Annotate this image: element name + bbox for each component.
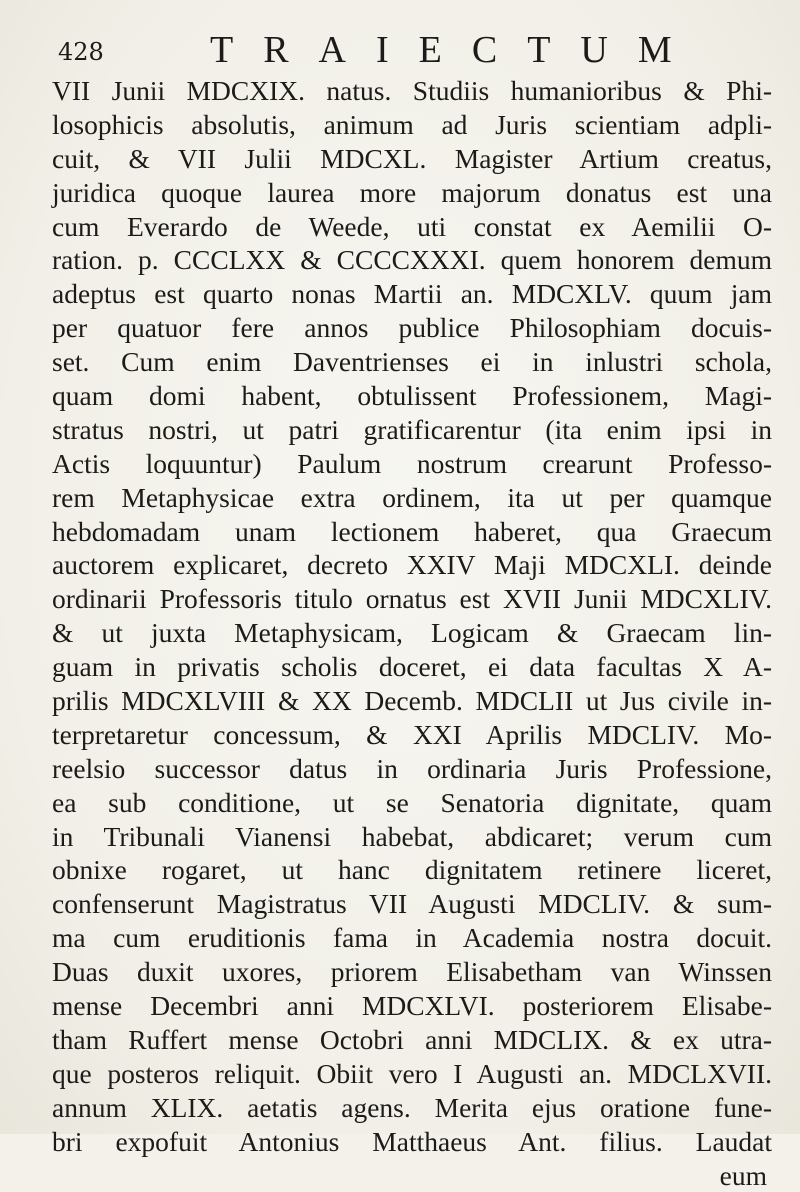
- text-line: reelsio successor datus in ordinaria Juris Professione,: [52, 752, 772, 786]
- text-line: confenserunt Magistratus VII Augusti MDCLIV. & sum-: [52, 887, 772, 921]
- body-text: [52, 74, 772, 1192]
- text-line: & ut juxta Metaphysicam, Logicam & Graecam lin-: [52, 616, 772, 650]
- text-line: quam domi habent, obtulissent Professionem, Magi-: [52, 379, 772, 413]
- text-line: Duas duxit uxores, priorem Elisabetham van Winssen: [52, 955, 772, 989]
- text-line: Actis loquuntur) Paulum nostrum crearunt Professo-: [52, 447, 772, 481]
- text-line: prilis MDCXLVIII & XX Decemb. MDCLII ut Jus civile in-: [52, 684, 772, 718]
- text-line: annum XLIX. aetatis agens. Merita ejus oratione fune-: [52, 1091, 772, 1125]
- text-line: mense Decembri anni MDCXLVI. posteriorem Elisabe-: [52, 989, 772, 1023]
- text-line: juridica quoque laurea more majorum donatus est una: [52, 176, 772, 210]
- text-line: ration. p. CCCLXX & CCCCXXXI. quem honorem demum: [52, 243, 772, 277]
- text-line: que posteros reliquit. Obiit vero I Augusti an. MDCLXVII.: [52, 1057, 772, 1091]
- text-line: set. Cum enim Daventrienses ei in inlustri schola,: [52, 345, 772, 379]
- text-line: rem Metaphysicae extra ordinem, ita ut per quamque: [52, 481, 772, 515]
- text-line: adeptus est quarto nonas Martii an. MDCXLV. quum jam: [52, 277, 772, 311]
- page-number: 428: [58, 38, 104, 66]
- text-line: bri expofuit Antonius Matthaeus Ant. filius. Laudat: [52, 1125, 772, 1159]
- catchword: eum: [52, 1159, 772, 1192]
- text-line: terpretaretur concessum, & XXI Aprilis MDCLIV. Mo-: [52, 718, 772, 752]
- text-line: ea sub conditione, ut se Senatoria dignitate, quam: [52, 786, 772, 820]
- text-line: guam in privatis scholis doceret, ei data facultas X A-: [52, 650, 772, 684]
- text-line: VII Junii MDCXIX. natus. Studiis humanioribus & Phi-: [52, 74, 772, 108]
- text-line: auctorem explicaret, decreto XXIV Maji MDCXLI. deinde: [52, 548, 772, 582]
- text-line: tham Ruffert mense Octobri anni MDCLIX. & ex utra-: [52, 1023, 772, 1057]
- text-line: losophicis absolutis, animum ad Juris scientiam adpli-: [52, 108, 772, 142]
- text-line: obnixe rogaret, ut hanc dignitatem retinere liceret,: [52, 853, 772, 887]
- text-line: per quatuor fere annos publice Philosophiam docuis-: [52, 311, 772, 345]
- text-line: cuit, & VII Julii MDCXL. Magister Artium creatus,: [52, 142, 772, 176]
- text-line: ma cum eruditionis fama in Academia nostra docuit.: [52, 921, 772, 955]
- text-line: cum Everardo de Weede, uti constat ex Aemilii O-: [52, 210, 772, 244]
- text-line: stratus nostri, ut patri gratificarentur (ita enim ipsi in: [52, 413, 772, 447]
- text-line: ordinarii Professoris titulo ornatus est XVII Junii MDCXLIV.: [52, 582, 772, 616]
- text-line: hebdomadam unam lectionem haberet, qua Graecum: [52, 515, 772, 549]
- text-line: in Tribunali Vianensi habebat, abdicaret; verum cum: [52, 820, 772, 854]
- running-title: TRAIECTUM: [210, 28, 702, 72]
- running-head: [58, 18, 758, 78]
